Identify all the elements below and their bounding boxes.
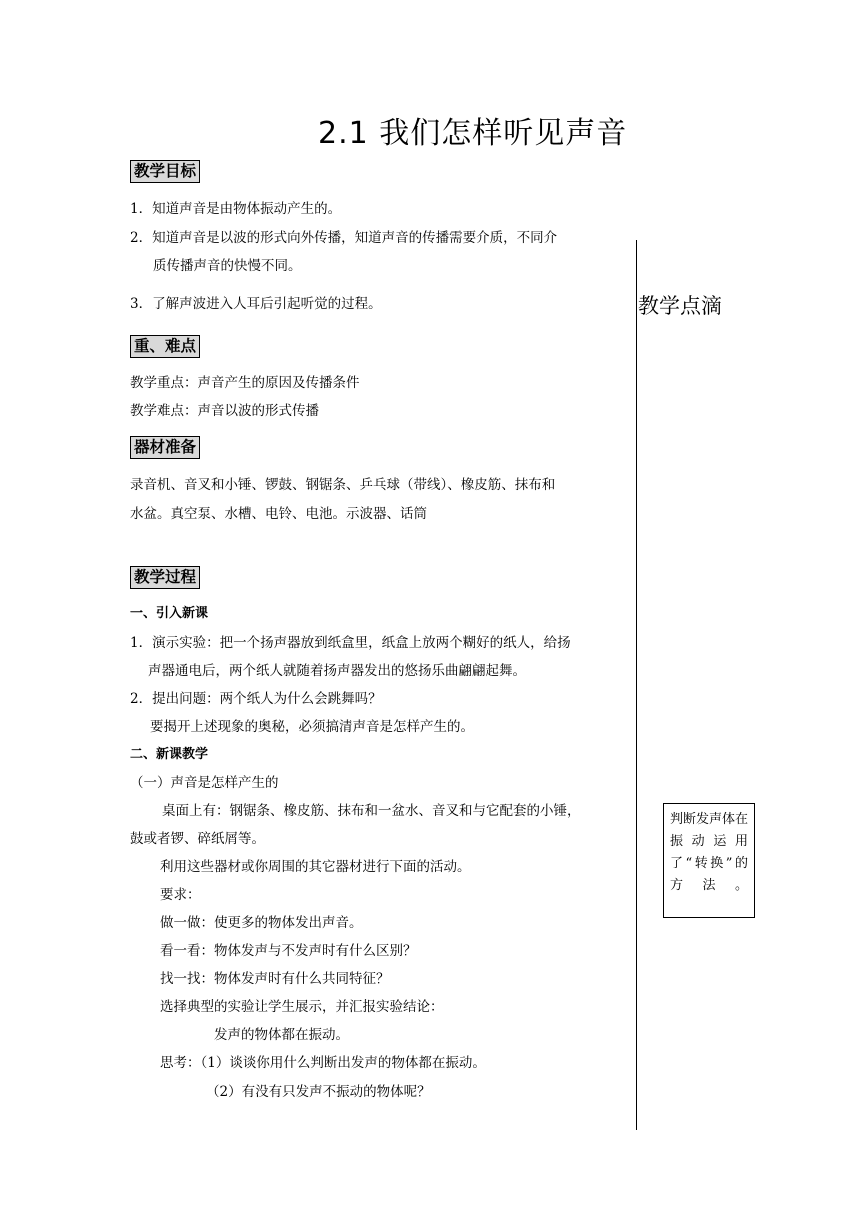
activity-look: 看一看：物体发声与不发声时有什么区别？	[160, 943, 417, 959]
section-heading-process: 教学过程	[130, 566, 200, 589]
think-question-2: （2）有没有只发声不振动的物体呢？	[206, 1084, 431, 1100]
think-question-1: 思考：（1）谈谈你用什么判断出发声的物体都在振动。	[160, 1055, 486, 1071]
intro-item-3: 要揭开上述现象的奥秘，必须搞清声音是怎样产生的。	[150, 719, 474, 735]
section-heading-materials: 器材准备	[130, 436, 200, 459]
part-2-title: 二、新课教学	[130, 747, 209, 762]
activity-do: 做一做：使更多的物体发出声音。	[160, 915, 363, 931]
part-1-title: 一、引入新课	[130, 606, 209, 621]
column-divider	[636, 240, 637, 1130]
key-point: 教学重点：声音产生的原因及传播条件	[130, 375, 360, 391]
desk-items-line-1: 桌面上有：钢锯条、橡皮筋、抹布和一盆水、音叉和与它配套的小锤，	[162, 803, 581, 819]
materials-line-1: 录音机、音叉和小锤、锣鼓、钢锯条、乒乓球（带线）、橡皮筋、抹布和	[130, 477, 556, 493]
experiment-conclusion: 发声的物体都在振动。	[214, 1027, 349, 1043]
intro-item-1-line-1: 1．演示实验：把一个扬声器放到纸盒里，纸盒上放两个糊好的纸人，给扬	[130, 635, 571, 651]
objective-item-1: 1．知道声音是由物体振动产生的。	[130, 201, 342, 217]
subsection-1-title: （一）声音是怎样产生的	[130, 775, 279, 791]
objective-item-2-line-1: 2．知道声音是以波的形式向外传播，知道声音的传播需要介质，不同介	[130, 230, 558, 246]
experiment-selection: 选择典型的实验让学生展示，并汇报实验结论：	[160, 999, 444, 1015]
intro-item-2: 2．提出问题：两个纸人为什么会跳舞吗？	[130, 691, 382, 707]
section-heading-key-points: 重、难点	[130, 335, 200, 358]
sidebar-note-box: 判断发声体在振动运用了“转换”的方法。	[663, 803, 755, 918]
desk-items-line-2: 鼓或者锣、碎纸屑等。	[130, 831, 265, 847]
difficult-point: 教学难点：声音以波的形式传播	[130, 403, 319, 419]
page-title: 2.1 我们怎样听见声音	[318, 116, 628, 151]
section-heading-objectives: 教学目标	[130, 160, 200, 183]
materials-line-2: 水盆。真空泵、水槽、电铃、电池。示波器、话筒	[130, 506, 427, 522]
intro-item-1-line-2: 声器通电后，两个纸人就随着扬声器发出的悠扬乐曲翩翩起舞。	[148, 663, 526, 679]
requirement-label: 要求：	[160, 887, 201, 903]
sidebar-heading: 教学点滴	[638, 294, 722, 318]
objective-item-3: 3．了解声波进入人耳后引起听觉的过程。	[130, 296, 382, 312]
objective-item-2-line-2: 质传播声音的快慢不同。	[153, 258, 302, 274]
activity-find: 找一找：物体发声时有什么共同特征？	[160, 971, 390, 987]
use-materials-text: 利用这些器材或你周围的其它器材进行下面的活动。	[160, 859, 471, 875]
